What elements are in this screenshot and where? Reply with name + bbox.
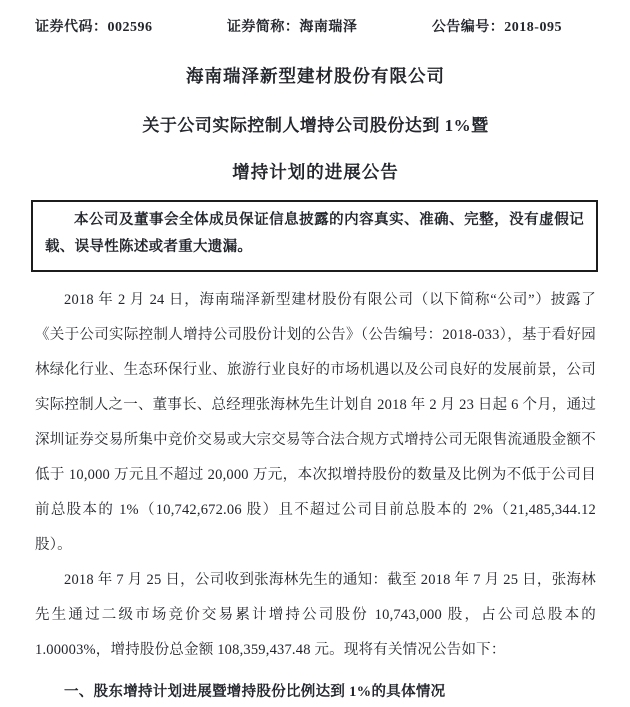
announcement-title-line2: 增持计划的进展公告 <box>232 162 399 182</box>
paragraph-progress-notice: 2018 年 7 月 25 日，公司收到张海林先生的通知：截至 2018 年 7 月 25 日，张海林先生通过二级市场竞价交易累计增持公司股份 10,743,000 股，占公司总股本的 1.00003%，增持股份总金额 108,359,437.48 元。现将有关情况公告如下： <box>35 572 596 658</box>
doc-header <box>35 16 562 36</box>
announcement-number: 公告编号：2018-095 <box>431 20 562 35</box>
company-name-title: 海南瑞泽新型建材股份有限公司 <box>186 66 445 86</box>
disclaimer-box <box>31 200 598 272</box>
announcement-title-line1: 关于公司实际控制人增持公司股份达到 1%暨 <box>142 116 489 135</box>
stock-code: 证券代码：002596 <box>35 20 153 35</box>
disclaimer-text: 本公司及董事会全体成员保证信息披露的内容真实、准确、完整，没有虚假记载、误导性陈述或者重大遗漏。 <box>45 212 584 255</box>
section-heading-1: 一、股东增持计划进展暨增持股份比例达到 1%的具体情况 <box>64 684 446 700</box>
stock-abbr: 证券简称：海南瑞泽 <box>226 20 358 35</box>
paragraph-increase-plan: 2018 年 2 月 24 日，海南瑞泽新型建材股份有限公司（以下简称“公司”）披露了《关于公司实际控制人增持公司股份计划的公告》（公告编号：2018-033），基于看好园林绿化行业、生态环保行业、旅游行业良好的市场机遇以及公司良好的发展前景，公司实际控制人之一、董事长、总经理张海林先生计划自 2018 年 2 月 23 日起 6 个月，通过深圳证券交易所集中竞价交易或大宗交易等合法合规方式增持公司无限售流通股金额不低于 10,000 万元且不超过 20,000 万元，本次拟增持股份的数量及比例为不低于公司目前总股本的 1%（10,742,672.06 股）且不超过公司目前总股本的 2%（21,485,344.12 股）。 <box>35 292 597 553</box>
